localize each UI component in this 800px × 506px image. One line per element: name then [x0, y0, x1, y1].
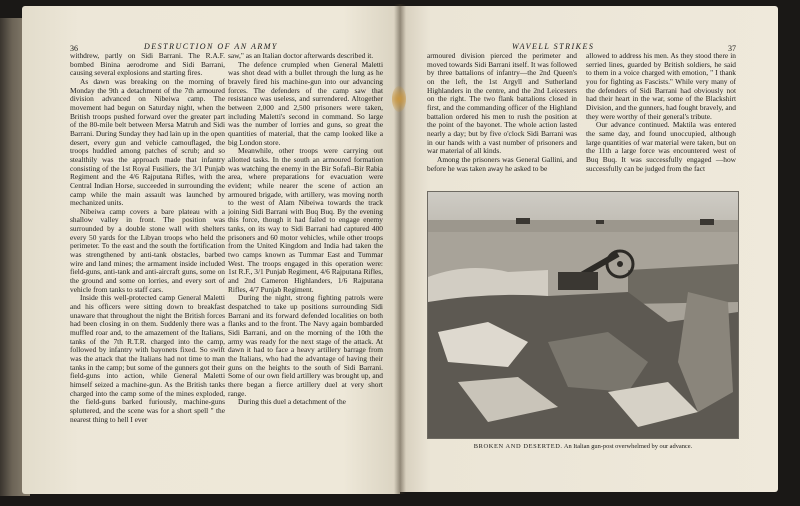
page-stain — [392, 86, 406, 112]
paragraph: Nibeiwa camp covers a bare plateau with a shallow valley in front. The position was surrounded by a double stone wall with shelters every 50 yards for the Libyan troops who held the perimeter. To the east and the south the fortification was strengthened by anti-tank obstacles, barbed wire and land mines; the armament inside included field-guns, anti-tank and anti-aircraft guns, some on the ground and some on lorries, and every sort of vehicle from tanks to staff cars. — [70, 206, 225, 294]
paragraph: armoured division pierced the perimeter and moved towards Sidi Barrani itself. It was followed by three battalions of infantry—the 2nd Queen's on the left, the 1st Argyll and Sutherland Highlanders in the centre, and the 2nd Leicesters on the right. The two flank battalions closed in first, and the commanding officer of the Highland battalion ordered his men to rush the position at the point of the bayonet. The whole action lasted nearly a day; but by five o'clock Sidi Barrani was in our hands with a vast number of prisoners and war material of all kinds. — [427, 52, 577, 156]
running-head-left: DESTRUCTION OF AN ARMY — [144, 42, 278, 51]
right-page-column-1 — [427, 52, 577, 184]
right-page-column-2 — [586, 52, 736, 184]
paragraph: The defence crumpled when General Maletti was shot dead with a bullet through the lung as he bravely fired his machine-gun into our advancing forces. The defenders of the camp saw that resistance was useless, and surrendered. Altogether between 2,000 and 2,500 prisoners were taken, including Maletti's second in command. So large was the number of lorries and guns, so great the quantities of material, that the camp looked like a big London store. — [228, 59, 383, 147]
paragraph: Inside this well-protected camp General Maletti and his officers were sitting down to breakfast unaware that throughout the night the British forces had been closing in on them. Suddenly there was a muffled roar and, to the amazement of the Italians, tanks of the 7th R.T.R. charged into the camp, followed by infantry with bayonets fixed. So swift was the attack that the Italians had not time to man tanks in the camp; but some of the gunners got their field-guns into action, while General Maletti himself seized a machine-gun. As the British tanks charged into the camp some of the mines exploded, the field-guns barked furiously, machine-guns spluttered, and the scene was for a short spell " the nearest thing to hell I ever — [70, 293, 225, 424]
right-page — [400, 6, 778, 492]
paragraph: Meanwhile, other troops were carrying out allotted tasks. In the south an armoured formation was watching the enemy in the Bir Sofafi–Bir Rabia area, where preparations for evacuation were evident; while nearer the scene of action an armoured brigade, with artillery, was moving north to the west of Alam Nibeiwa towards the track joining Sidi Barrani with Buq Buq. By the evening this force, though it had failed to engage enemy tanks, on its way to Sidi Barrani had captured 400 prisoners and 60 motor vehicles, while other troops from the United Kingdom and India had taken the two camps known as Tummar East and Tummar West. The troops engaged in this operation were: 1st R.F., 3/1 Punjab Regiment, 4/6 Rajputana Rifles, and 2nd Cameron Highlanders, 1/6 Rajputana Rifles, 4/7 Punjab Regiment. — [228, 146, 383, 294]
left-page — [22, 6, 400, 494]
paragraph: Among the prisoners was General Gallini, and before he was taken away he asked to be — [427, 154, 577, 173]
photo-caption — [427, 443, 739, 451]
page-number-left: 36 — [70, 44, 78, 53]
page-number-right: 37 — [728, 44, 736, 53]
paragraph: allowed to address his men. As they stood there in serried lines, guarded by British soldiers, he said to them in a voice charged with emotion, " I thank you for fighting as Fascists." While very many of the defenders of Sidi Barrani had obviously not had their heart in the war, some of the Blackshirt Division, and the gunners, had fought bravely, and they were worthy of their general's tribute. — [586, 52, 736, 121]
left-page-column-2 — [228, 52, 383, 487]
book-gutter — [394, 4, 406, 494]
caption-text: An Italian gun-post overwhelmed by our advance. — [563, 443, 693, 450]
running-head-right: WAVELL STRIKES — [512, 42, 595, 51]
paragraph: During this duel a detachment of the — [238, 397, 346, 407]
paragraph: During the night, strong fighting patrols were despatched to take up positions surrounding Sidi Barrani and its forward defended localities on both flanks and to the front. The Navy again bombarded Sidi Barrani, and on the morning of the 10th the army was ready for the next stage of the attack. At dawn it had to face a heavy artillery barrage from the Italians, who had the advantage of having their guns on the heights to the south of Sidi Barrani. Some of our own field artillery was brought up, and there began a fierce artillery duel at very short range. — [228, 293, 383, 398]
left-page-column-1 — [70, 52, 225, 487]
gun-post-photograph — [427, 191, 739, 439]
paragraph: Our advance continued. Maktila was entered the same day, and found unoccupied, although large quantities of war material were taken, but on the 11th a large force was encountered west of Buq Buq. It was successfully engaged —how successfully can be judged from the fact — [586, 120, 736, 173]
caption-title: BROKEN AND DESERTED. — [473, 443, 563, 450]
paragraph: As dawn was breaking on the morning of Monday the 9th a detachment of the 7th armoured division advanced on Nibeiwa camp. The movement had begun on Saturday night, when the British troops pushed forward over the greater part of the 80-mile belt between Mersa Matruh and Sidi Barrani. During Sunday they had lain up in the open desert, every gun and vehicle camouflaged, the troops huddled among patches of scrub; and so stealthily was the approach made that infantry consisting of the 1st Royal Fusiliers, the 3/1 Punjab Regiment and the 4/6 Rajputana Rifles, with the Central Indian Horse, succeeded in surrounding the camp while the main assault was launched by mechanized units. — [70, 76, 225, 208]
paragraph: withdrew, partly on Sidi Barrani. The R.A.F. bombed Binina aerodrome and Sidi Barrani, causing several explosions and starting fires. — [70, 52, 225, 78]
photo-illustration — [428, 192, 738, 438]
paragraph: saw," as an Italian doctor afterwards described it. — [228, 52, 374, 60]
